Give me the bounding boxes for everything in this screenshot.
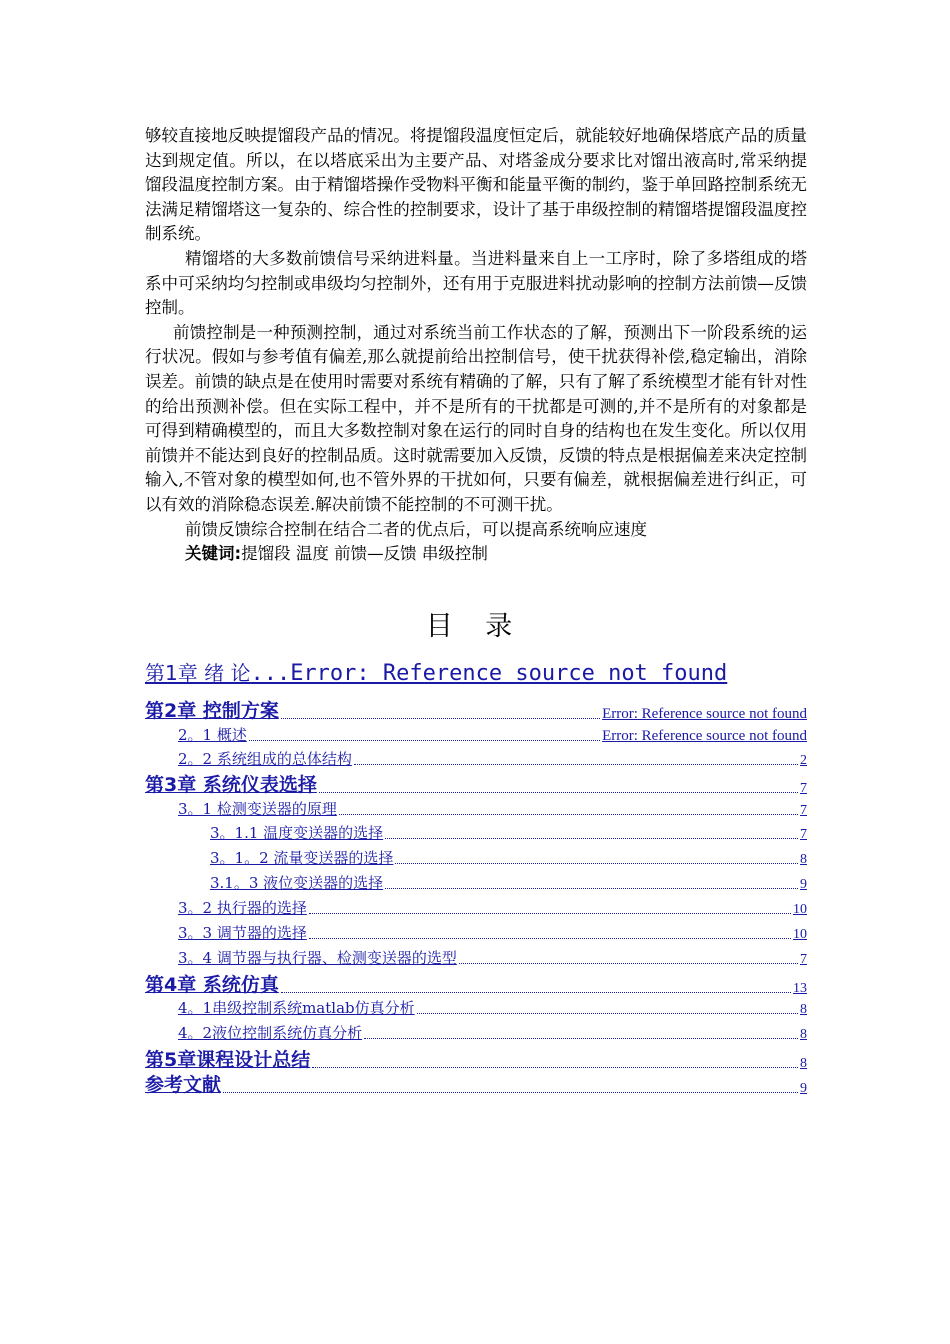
toc-entry-label: 第5章课程设计总结 bbox=[145, 1049, 311, 1071]
toc-leader-dots bbox=[395, 862, 798, 864]
toc-entry[interactable] bbox=[178, 947, 807, 968]
toc-entry-page: 7 bbox=[800, 803, 807, 818]
toc-leader-dots bbox=[281, 991, 791, 993]
toc-entry[interactable] bbox=[145, 1070, 807, 1097]
toc-entry[interactable] bbox=[178, 997, 807, 1018]
toc-leader-dots bbox=[281, 717, 600, 719]
toc-entry[interactable] bbox=[178, 724, 807, 745]
toc-leader-dots bbox=[223, 1091, 798, 1093]
toc-entry-page: 8 bbox=[800, 852, 807, 867]
toc-entry-label: 参考文献 bbox=[145, 1074, 222, 1096]
toc-entry-label: 3。4 调节器与执行器、检测变送器的选型 bbox=[178, 949, 457, 967]
toc-entry[interactable] bbox=[178, 897, 807, 918]
toc-entry-label: 3。2 执行器的选择 bbox=[178, 899, 307, 917]
keywords-line bbox=[145, 542, 807, 567]
toc-leader-dots bbox=[339, 813, 798, 815]
toc-leader-dots bbox=[459, 962, 798, 964]
toc-leader-dots bbox=[354, 763, 798, 765]
toc-entry-label: 3。1 检测变送器的原理 bbox=[178, 800, 337, 818]
toc-entry-label: 3。1。2 流量变送器的选择 bbox=[210, 849, 394, 867]
toc-entry-page: 8 bbox=[800, 1056, 807, 1071]
paragraph-1: 够较直接地反映提馏段产品的情况。将提馏段温度恒定后，就能较好地确保塔底产品的质量达到规定值。所以，在以塔底采出为主要产品、对塔釜成分要求比对馏出液高时,常采纳提馏段温度控制方案。由于精馏塔操作受物料平衡和能量平衡的制约，鉴于单回路控制系统无法满足精馏塔这一复杂的、综合性的控制要求，设计了基于串级控制的精馏塔提馏段温度控制系统。 bbox=[145, 126, 807, 244]
toc-entry-chapter-1-label: 第1章 绪 论 bbox=[145, 661, 251, 685]
toc-entry[interactable] bbox=[210, 847, 807, 868]
toc-entry[interactable] bbox=[178, 1022, 807, 1043]
toc-entry[interactable] bbox=[145, 970, 807, 997]
toc-entry[interactable] bbox=[145, 770, 807, 797]
paragraph-3: 前馈控制是一种预测控制，通过对系统当前工作状态的了解，预测出下一阶段系统的运行状况。假如与参考值有偏差,那么就提前给出控制信号，使干扰获得补偿,稳定输出，消除误差。前馈的缺点是在使用时需要对系统有精确的了解，只有了解了系统模型才能有针对性的给出预测补偿。但在实际工程中，并不是所有的干扰都是可测的,并不是所有的对象都是可得到精确模型的，而且大多数控制对象在运行的同时自身的结构也在发生变化。所以仅用前馈并不能达到良好的控制品质。这时就需要加入反馈，反馈的特点是根据偏差来决定控制输入,不管对象的模型如何,也不管外界的干扰如何，只要有偏差，就根据偏差进行纠正，可以有效的消除稳态误差.解决前馈不能控制的不可测干扰。 bbox=[145, 322, 807, 514]
toc-leader-dots bbox=[312, 1066, 798, 1068]
toc-title: 目 录 bbox=[425, 611, 525, 642]
toc-entry-label: 2。2 系统组成的总体结构 bbox=[178, 750, 352, 768]
toc-entry-page: 7 bbox=[800, 952, 807, 967]
body-text bbox=[145, 124, 807, 567]
toc-entry-page: 7 bbox=[800, 827, 807, 842]
toc-leader-dots bbox=[309, 912, 791, 914]
toc-entry[interactable] bbox=[178, 798, 807, 819]
toc-entry-chapter-1[interactable] bbox=[145, 657, 807, 686]
toc-entry-page: Error: Reference source not found bbox=[602, 706, 807, 722]
paragraph-2: 精馏塔的大多数前馈信号采纳进料量。当进料量来自上一工序时，除了多塔组成的塔系中可采纳均匀控制或串级均匀控制外，还有用于克服进料扰动影响的控制方法前馈—反馈控制。 bbox=[145, 248, 807, 318]
toc-entry-label: 4。2液位控制系统仿真分析 bbox=[178, 1024, 363, 1042]
toc-entry[interactable] bbox=[145, 1045, 807, 1072]
toc-leader-dots bbox=[385, 887, 798, 889]
toc-leader-dots bbox=[385, 837, 798, 839]
toc-entry-page: 10 bbox=[793, 927, 807, 942]
toc-leader-dots bbox=[364, 1037, 798, 1039]
toc-entry-chapter-1-ref: ...Error: Reference source not found bbox=[250, 661, 728, 686]
toc-entry[interactable] bbox=[178, 922, 807, 943]
toc-entry-label: 3。1.1 温度变送器的选择 bbox=[210, 824, 384, 842]
toc-entry-page: 9 bbox=[800, 1081, 807, 1096]
keywords-label: 关键词: bbox=[185, 544, 242, 564]
toc-leader-dots bbox=[249, 739, 600, 741]
toc-entry-label: 4。1串级控制系统matlab仿真分析 bbox=[178, 999, 415, 1017]
toc-entry[interactable] bbox=[178, 748, 807, 769]
keywords-text: 提馏段 温度 前馈—反馈 串级控制 bbox=[241, 544, 488, 564]
toc-entry[interactable] bbox=[210, 872, 807, 893]
toc-entry[interactable] bbox=[210, 822, 807, 843]
toc-entry-page: Error: Reference source not found bbox=[602, 728, 807, 744]
toc-entry-label: 第4章 系统仿真 bbox=[145, 974, 279, 996]
toc-entry-label: 第2章 控制方案 bbox=[145, 700, 279, 722]
toc-entry-page: 8 bbox=[800, 1002, 807, 1017]
toc-entry-page: 13 bbox=[793, 981, 807, 996]
toc-entry-page: 7 bbox=[800, 781, 807, 796]
toc-entry-page: 2 bbox=[800, 753, 807, 768]
toc-entry-page: 9 bbox=[800, 877, 807, 892]
toc-leader-dots bbox=[309, 937, 791, 939]
toc-entry[interactable] bbox=[145, 696, 807, 723]
toc-leader-dots bbox=[417, 1012, 798, 1014]
paragraph-4: 前馈反馈综合控制在结合二者的优点后，可以提高系统响应速度 bbox=[185, 519, 647, 539]
toc-entry-page: 8 bbox=[800, 1027, 807, 1042]
toc-entry-label: 3.1。3 液位变送器的选择 bbox=[210, 874, 384, 892]
toc-entry-label: 3。3 调节器的选择 bbox=[178, 924, 307, 942]
toc-entry-page: 10 bbox=[793, 902, 807, 917]
toc-entry-label: 第3章 系统仪表选择 bbox=[145, 774, 317, 796]
toc-entry-label: 2。1 概述 bbox=[178, 726, 247, 744]
toc-leader-dots bbox=[319, 791, 798, 793]
